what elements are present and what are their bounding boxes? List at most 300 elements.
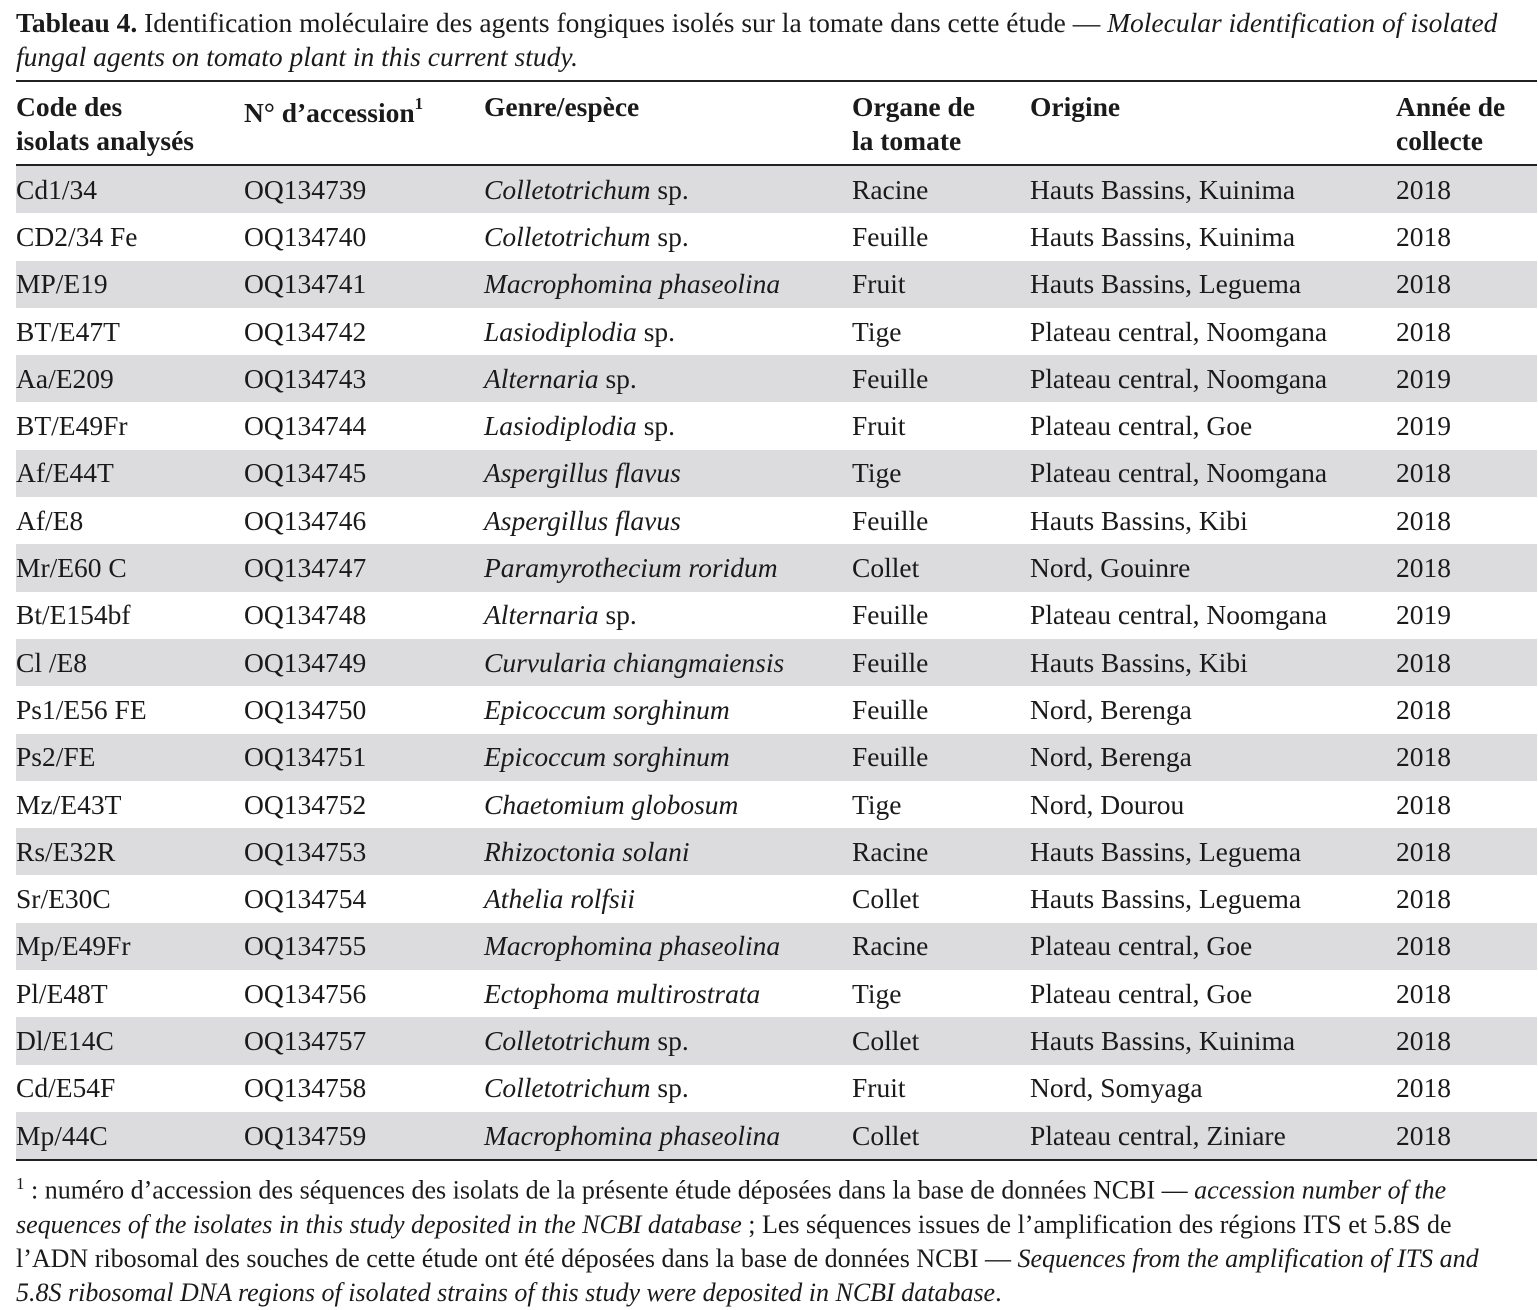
cell-organ bbox=[852, 165, 1030, 213]
accession-text: OQ134747 bbox=[244, 552, 367, 584]
cell-code bbox=[16, 497, 244, 544]
identification-table bbox=[16, 80, 1537, 1161]
genus-species-name: Macrophomina phaseolina bbox=[484, 268, 781, 300]
cell-code bbox=[16, 970, 244, 1017]
cell-code bbox=[16, 402, 244, 449]
genus-species-name: Chaetomium globosum bbox=[484, 788, 739, 820]
organ-text: Feuille bbox=[852, 693, 929, 725]
cell-genus bbox=[484, 592, 852, 639]
genus-species-name: Lasiodiplodia bbox=[484, 315, 637, 347]
genus-species-name: Colletotrichum bbox=[484, 1024, 651, 1056]
table-footnote bbox=[16, 1167, 1516, 1310]
accession-text: OQ134745 bbox=[244, 457, 367, 489]
cell-year bbox=[1396, 450, 1537, 497]
year-text: 2018 bbox=[1396, 741, 1451, 773]
cell-origin bbox=[1030, 734, 1396, 781]
accession-text: OQ134753 bbox=[244, 835, 367, 867]
cell-code bbox=[16, 1112, 244, 1160]
accession-text: OQ134750 bbox=[244, 693, 367, 725]
cell-accession bbox=[244, 1017, 484, 1064]
cell-accession bbox=[244, 923, 484, 970]
origin-text: Plateau central, Noomgana bbox=[1030, 362, 1328, 394]
table-row bbox=[16, 261, 1537, 308]
table-row bbox=[16, 686, 1537, 733]
table-row bbox=[16, 355, 1537, 402]
origin-text: Plateau central, Noomgana bbox=[1030, 315, 1328, 347]
cell-year bbox=[1396, 261, 1537, 308]
cell-code bbox=[16, 875, 244, 922]
table-caption bbox=[16, 6, 1537, 74]
table-row bbox=[16, 781, 1537, 828]
cell-code bbox=[16, 261, 244, 308]
year-text: 2018 bbox=[1396, 552, 1451, 584]
cell-accession bbox=[244, 544, 484, 591]
cell-genus bbox=[484, 1112, 852, 1160]
accession-text: OQ134744 bbox=[244, 410, 367, 442]
code-text: Cl /E8 bbox=[16, 646, 88, 678]
header-code bbox=[16, 81, 244, 165]
table-row bbox=[16, 544, 1537, 591]
cell-organ bbox=[852, 497, 1030, 544]
table-row bbox=[16, 639, 1537, 686]
genus-species-name: Aspergillus flavus bbox=[484, 504, 681, 536]
code-text: Bt/E154bf bbox=[16, 599, 131, 631]
cell-genus bbox=[484, 450, 852, 497]
cell-code bbox=[16, 308, 244, 355]
organ-text: Racine bbox=[852, 835, 929, 867]
origin-text: Nord, Somyaga bbox=[1030, 1072, 1203, 1104]
table-row bbox=[16, 308, 1537, 355]
caption-label: Tableau 4. bbox=[16, 7, 138, 38]
cell-code bbox=[16, 1017, 244, 1064]
cell-accession bbox=[244, 213, 484, 260]
origin-text: Hauts Bassins, Kuinima bbox=[1030, 220, 1296, 252]
code-text: Sr/E30C bbox=[16, 883, 111, 915]
cell-origin bbox=[1030, 875, 1396, 922]
header-year-line1: Année de bbox=[1396, 91, 1506, 122]
cell-year bbox=[1396, 592, 1537, 639]
code-text: Af/E8 bbox=[16, 504, 84, 536]
genus-species-name: Macrophomina phaseolina bbox=[484, 1119, 781, 1151]
table-row bbox=[16, 592, 1537, 639]
header-year-line2: collecte bbox=[1396, 125, 1484, 156]
accession-text: OQ134740 bbox=[244, 220, 367, 252]
table-row bbox=[16, 875, 1537, 922]
cell-organ bbox=[852, 970, 1030, 1017]
header-accession-footnote-mark: 1 bbox=[414, 94, 424, 113]
genus-species-name: Athelia rolfsii bbox=[484, 883, 635, 915]
genus-species-name: Ectophoma multirostrata bbox=[484, 977, 761, 1009]
cell-year bbox=[1396, 639, 1537, 686]
cell-year bbox=[1396, 308, 1537, 355]
cell-code bbox=[16, 355, 244, 402]
header-organ-line2: la tomate bbox=[852, 125, 962, 156]
year-text: 2018 bbox=[1396, 457, 1451, 489]
organ-text: Collet bbox=[852, 552, 920, 584]
accession-text: OQ134756 bbox=[244, 977, 367, 1009]
cell-year bbox=[1396, 497, 1537, 544]
code-text: Mz/E43T bbox=[16, 788, 122, 820]
cell-accession bbox=[244, 875, 484, 922]
cell-year bbox=[1396, 686, 1537, 733]
table-row bbox=[16, 970, 1537, 1017]
genus-species-name: Colletotrichum bbox=[484, 220, 651, 252]
genus-species-name: Aspergillus flavus bbox=[484, 457, 681, 489]
origin-text: Hauts Bassins, Kuinima bbox=[1030, 1024, 1296, 1056]
genus-species-name: Epicoccum sorghinum bbox=[484, 693, 730, 725]
organ-text: Feuille bbox=[852, 504, 929, 536]
genus-species-name: Rhizoctonia solani bbox=[484, 835, 690, 867]
cell-organ bbox=[852, 875, 1030, 922]
organ-text: Collet bbox=[852, 883, 920, 915]
cell-genus bbox=[484, 213, 852, 260]
genus-suffix: sp. bbox=[650, 1024, 689, 1056]
year-text: 2018 bbox=[1396, 220, 1451, 252]
cell-accession bbox=[244, 686, 484, 733]
code-text: Aa/E209 bbox=[16, 362, 114, 394]
accession-text: OQ134757 bbox=[244, 1024, 367, 1056]
code-text: Ps1/E56 FE bbox=[16, 693, 147, 725]
cell-accession bbox=[244, 1065, 484, 1112]
cell-origin bbox=[1030, 970, 1396, 1017]
origin-text: Plateau central, Noomgana bbox=[1030, 599, 1328, 631]
cell-origin bbox=[1030, 686, 1396, 733]
table-body bbox=[16, 165, 1537, 1160]
table-row bbox=[16, 734, 1537, 781]
cell-genus bbox=[484, 828, 852, 875]
year-text: 2019 bbox=[1396, 410, 1451, 442]
header-organ-line1: Organe de bbox=[852, 91, 975, 122]
cell-organ bbox=[852, 592, 1030, 639]
genus-suffix: sp. bbox=[598, 362, 637, 394]
header-row bbox=[16, 81, 1537, 165]
cell-genus bbox=[484, 261, 852, 308]
accession-text: OQ134754 bbox=[244, 883, 367, 915]
cell-accession bbox=[244, 355, 484, 402]
origin-text: Plateau central, Ziniare bbox=[1030, 1119, 1286, 1151]
code-text: BT/E49Fr bbox=[16, 410, 128, 442]
cell-year bbox=[1396, 875, 1537, 922]
year-text: 2018 bbox=[1396, 315, 1451, 347]
cell-year bbox=[1396, 544, 1537, 591]
organ-text: Racine bbox=[852, 173, 929, 205]
cell-genus bbox=[484, 686, 852, 733]
accession-text: OQ134743 bbox=[244, 362, 367, 394]
accession-text: OQ134739 bbox=[244, 173, 367, 205]
origin-text: Nord, Gouinre bbox=[1030, 552, 1191, 584]
cell-year bbox=[1396, 781, 1537, 828]
cell-accession bbox=[244, 970, 484, 1017]
cell-accession bbox=[244, 828, 484, 875]
caption-english: Molecular identification of isolated fungal agents on tomato plant in this current study. bbox=[16, 7, 1498, 72]
year-text: 2018 bbox=[1396, 646, 1451, 678]
header-code-line2: isolats analysés bbox=[16, 125, 195, 156]
cell-origin bbox=[1030, 639, 1396, 686]
genus-species-name: Alternaria bbox=[484, 362, 599, 394]
origin-text: Nord, Berenga bbox=[1030, 741, 1192, 773]
year-text: 2018 bbox=[1396, 977, 1451, 1009]
genus-species-name: Colletotrichum bbox=[484, 1072, 651, 1104]
footnote-english-1: accession number of the sequences of the isolates in this study deposited in the NCBI database bbox=[16, 1175, 1447, 1239]
code-text: Rs/E32R bbox=[16, 835, 116, 867]
genus-suffix: sp. bbox=[650, 220, 689, 252]
cell-code bbox=[16, 781, 244, 828]
cell-genus bbox=[484, 639, 852, 686]
table-row bbox=[16, 1065, 1537, 1112]
table-row bbox=[16, 165, 1537, 213]
cell-origin bbox=[1030, 402, 1396, 449]
origin-text: Plateau central, Noomgana bbox=[1030, 457, 1328, 489]
year-text: 2018 bbox=[1396, 883, 1451, 915]
footnote-end: . bbox=[995, 1277, 1002, 1307]
cell-origin bbox=[1030, 781, 1396, 828]
organ-text: Feuille bbox=[852, 646, 929, 678]
cell-genus bbox=[484, 734, 852, 781]
origin-text: Plateau central, Goe bbox=[1030, 930, 1253, 962]
cell-accession bbox=[244, 592, 484, 639]
organ-text: Tige bbox=[852, 315, 902, 347]
cell-year bbox=[1396, 1065, 1537, 1112]
cell-code bbox=[16, 1065, 244, 1112]
origin-text: Hauts Bassins, Kuinima bbox=[1030, 173, 1296, 205]
table-row bbox=[16, 828, 1537, 875]
header-code-line1: Code des bbox=[16, 91, 123, 122]
origin-text: Hauts Bassins, Kibi bbox=[1030, 646, 1248, 678]
accession-text: OQ134759 bbox=[244, 1119, 367, 1151]
year-text: 2019 bbox=[1396, 362, 1451, 394]
origin-text: Hauts Bassins, Kibi bbox=[1030, 504, 1248, 536]
year-text: 2018 bbox=[1396, 268, 1451, 300]
organ-text: Fruit bbox=[852, 1072, 906, 1104]
organ-text: Feuille bbox=[852, 741, 929, 773]
organ-text: Feuille bbox=[852, 362, 929, 394]
code-text: Mr/E60 C bbox=[16, 552, 127, 584]
genus-species-name: Epicoccum sorghinum bbox=[484, 741, 730, 773]
accession-text: OQ134742 bbox=[244, 315, 367, 347]
cell-genus bbox=[484, 970, 852, 1017]
cell-year bbox=[1396, 734, 1537, 781]
cell-origin bbox=[1030, 592, 1396, 639]
origin-text: Hauts Bassins, Leguema bbox=[1030, 268, 1302, 300]
cell-accession bbox=[244, 639, 484, 686]
cell-code bbox=[16, 734, 244, 781]
cell-year bbox=[1396, 402, 1537, 449]
code-text: Dl/E14C bbox=[16, 1024, 114, 1056]
cell-organ bbox=[852, 1017, 1030, 1064]
code-text: BT/E47T bbox=[16, 315, 120, 347]
cell-origin bbox=[1030, 923, 1396, 970]
cell-organ bbox=[852, 308, 1030, 355]
header-organ bbox=[852, 81, 1030, 165]
year-text: 2018 bbox=[1396, 930, 1451, 962]
cell-genus bbox=[484, 923, 852, 970]
cell-year bbox=[1396, 923, 1537, 970]
cell-organ bbox=[852, 781, 1030, 828]
organ-text: Collet bbox=[852, 1024, 920, 1056]
year-text: 2018 bbox=[1396, 835, 1451, 867]
cell-accession bbox=[244, 497, 484, 544]
cell-origin bbox=[1030, 1065, 1396, 1112]
table-row bbox=[16, 1112, 1537, 1160]
origin-text: Hauts Bassins, Leguema bbox=[1030, 883, 1302, 915]
table-row bbox=[16, 1017, 1537, 1064]
genus-species-name: Lasiodiplodia bbox=[484, 410, 637, 442]
cell-accession bbox=[244, 402, 484, 449]
cell-origin bbox=[1030, 1112, 1396, 1160]
cell-genus bbox=[484, 1017, 852, 1064]
cell-code bbox=[16, 592, 244, 639]
table-figure bbox=[16, 6, 1537, 1310]
organ-text: Collet bbox=[852, 1119, 920, 1151]
cell-accession bbox=[244, 165, 484, 213]
table-row bbox=[16, 213, 1537, 260]
accession-text: OQ134746 bbox=[244, 504, 367, 536]
cell-origin bbox=[1030, 261, 1396, 308]
cell-origin bbox=[1030, 308, 1396, 355]
cell-origin bbox=[1030, 497, 1396, 544]
cell-organ bbox=[852, 734, 1030, 781]
cell-accession bbox=[244, 781, 484, 828]
accession-text: OQ134741 bbox=[244, 268, 367, 300]
origin-text: Plateau central, Goe bbox=[1030, 977, 1253, 1009]
genus-species-name: Paramyrothecium roridum bbox=[484, 552, 778, 584]
code-text: Cd/E54F bbox=[16, 1072, 116, 1104]
cell-genus bbox=[484, 308, 852, 355]
cell-year bbox=[1396, 165, 1537, 213]
cell-accession bbox=[244, 1112, 484, 1160]
table-row bbox=[16, 923, 1537, 970]
cell-accession bbox=[244, 261, 484, 308]
code-text: Af/E44T bbox=[16, 457, 114, 489]
table-header bbox=[16, 81, 1537, 165]
cell-organ bbox=[852, 450, 1030, 497]
organ-text: Fruit bbox=[852, 410, 906, 442]
cell-genus bbox=[484, 781, 852, 828]
code-text: Pl/E48T bbox=[16, 977, 108, 1009]
organ-text: Tige bbox=[852, 457, 902, 489]
genus-suffix: sp. bbox=[598, 599, 637, 631]
genus-suffix: sp. bbox=[650, 173, 689, 205]
genus-species-name: Colletotrichum bbox=[484, 173, 651, 205]
cell-origin bbox=[1030, 165, 1396, 213]
header-year bbox=[1396, 81, 1537, 165]
cell-code bbox=[16, 923, 244, 970]
organ-text: Fruit bbox=[852, 268, 906, 300]
cell-organ bbox=[852, 923, 1030, 970]
accession-text: OQ134758 bbox=[244, 1072, 367, 1104]
cell-organ bbox=[852, 544, 1030, 591]
code-text: Mp/E49Fr bbox=[16, 930, 131, 962]
accession-text: OQ134749 bbox=[244, 646, 367, 678]
cell-year bbox=[1396, 213, 1537, 260]
cell-organ bbox=[852, 639, 1030, 686]
cell-code bbox=[16, 450, 244, 497]
cell-organ bbox=[852, 213, 1030, 260]
cell-code bbox=[16, 686, 244, 733]
header-accession bbox=[244, 81, 484, 165]
cell-origin bbox=[1030, 544, 1396, 591]
year-text: 2018 bbox=[1396, 504, 1451, 536]
organ-text: Tige bbox=[852, 977, 902, 1009]
footnote-mark: 1 bbox=[16, 1174, 25, 1194]
cell-genus bbox=[484, 497, 852, 544]
accession-text: OQ134748 bbox=[244, 599, 367, 631]
code-text: CD2/34 Fe bbox=[16, 220, 138, 252]
year-text: 2018 bbox=[1396, 1024, 1451, 1056]
cell-genus bbox=[484, 355, 852, 402]
origin-text: Nord, Berenga bbox=[1030, 693, 1192, 725]
cell-organ bbox=[852, 1065, 1030, 1112]
origin-text: Nord, Dourou bbox=[1030, 788, 1185, 820]
year-text: 2018 bbox=[1396, 1072, 1451, 1104]
cell-organ bbox=[852, 828, 1030, 875]
cell-accession bbox=[244, 450, 484, 497]
genus-suffix: sp. bbox=[650, 1072, 689, 1104]
cell-year bbox=[1396, 355, 1537, 402]
genus-species-name: Macrophomina phaseolina bbox=[484, 930, 781, 962]
origin-text: Hauts Bassins, Leguema bbox=[1030, 835, 1302, 867]
year-text: 2019 bbox=[1396, 599, 1451, 631]
cell-year bbox=[1396, 970, 1537, 1017]
organ-text: Tige bbox=[852, 788, 902, 820]
header-origin-text: Origine bbox=[1030, 91, 1121, 122]
cell-year bbox=[1396, 828, 1537, 875]
code-text: Cd1/34 bbox=[16, 173, 97, 205]
cell-genus bbox=[484, 875, 852, 922]
footnote-french-1: : numéro d’accession des séquences des isolats de la présente étude déposées dans la base de données NCBI — bbox=[24, 1175, 1195, 1205]
code-text: Mp/44C bbox=[16, 1119, 108, 1151]
accession-text: OQ134751 bbox=[244, 741, 367, 773]
cell-code bbox=[16, 165, 244, 213]
cell-origin bbox=[1030, 213, 1396, 260]
header-accession-text: N° d’accession bbox=[244, 97, 415, 129]
genus-suffix: sp. bbox=[636, 410, 676, 442]
organ-text: Feuille bbox=[852, 599, 929, 631]
header-genus-text: Genre/espèce bbox=[484, 91, 640, 122]
cell-organ bbox=[852, 261, 1030, 308]
header-origin bbox=[1030, 81, 1396, 165]
cell-accession bbox=[244, 734, 484, 781]
cell-genus bbox=[484, 1065, 852, 1112]
cell-origin bbox=[1030, 1017, 1396, 1064]
code-text: MP/E19 bbox=[16, 268, 108, 300]
organ-text: Racine bbox=[852, 930, 929, 962]
accession-text: OQ134755 bbox=[244, 930, 367, 962]
year-text: 2018 bbox=[1396, 693, 1451, 725]
table-row bbox=[16, 402, 1537, 449]
genus-species-name: Curvularia chiangmaiensis bbox=[484, 646, 785, 678]
footnote-french-2: ; Les séquences issues de l’amplification des régions ITS et 5.8S de l’ADN ribosomal des souches de cette étude ont été déposées dans la base de données NCBI — bbox=[16, 1209, 1452, 1273]
cell-year bbox=[1396, 1017, 1537, 1064]
cell-organ bbox=[852, 402, 1030, 449]
cell-code bbox=[16, 828, 244, 875]
cell-genus bbox=[484, 165, 852, 213]
cell-accession bbox=[244, 308, 484, 355]
accession-text: OQ134752 bbox=[244, 788, 367, 820]
cell-organ bbox=[852, 1112, 1030, 1160]
year-text: 2018 bbox=[1396, 1119, 1451, 1151]
genus-species-name: Alternaria bbox=[484, 599, 599, 631]
cell-origin bbox=[1030, 450, 1396, 497]
organ-text: Feuille bbox=[852, 220, 929, 252]
cell-code bbox=[16, 213, 244, 260]
footnote-english-2: Sequences from the amplification of ITS and 5.8S ribosomal DNA regions of isolated strains of this study were deposited in NCBI database bbox=[16, 1243, 1479, 1307]
cell-genus bbox=[484, 402, 852, 449]
cell-year bbox=[1396, 1112, 1537, 1160]
cell-code bbox=[16, 639, 244, 686]
cell-organ bbox=[852, 355, 1030, 402]
cell-origin bbox=[1030, 355, 1396, 402]
